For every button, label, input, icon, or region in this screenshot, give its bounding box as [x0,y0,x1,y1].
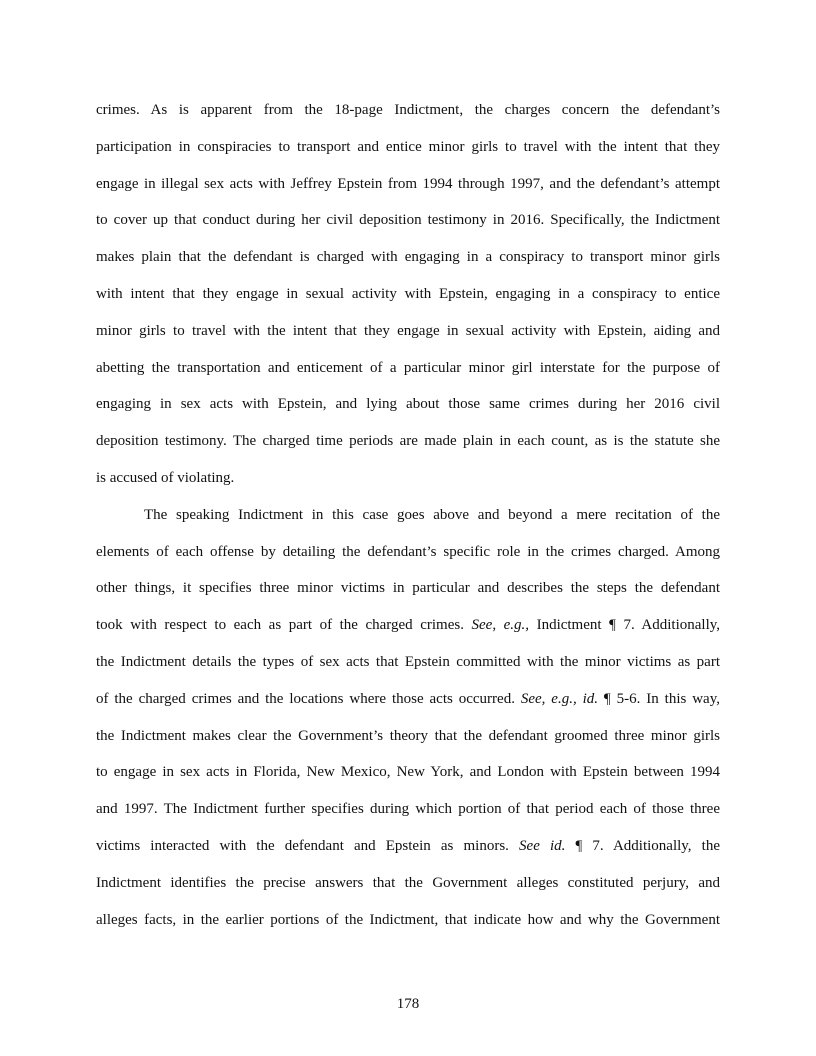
text-line: to cover up that conduct during her civil deposition testimony in 2016. Specifically, the Indictment [96,212,720,229]
text-line: and 1997. The Indictment further specifies during which portion of that period each of those three [96,801,720,818]
text-line: alleges facts, in the earlier portions of the Indictment, that indicate how and why the Government [96,911,720,928]
text-line: to engage in sex acts in Florida, New Mexico, New York, and London with Epstein between 1994 [96,764,720,781]
text-line: crimes. As is apparent from the 18-page Indictment, the charges concern the defendant’s [96,102,720,118]
text-line: with intent that they engage in sexual activity with Epstein, engaging in a conspiracy to entice [96,285,720,302]
text-line: other things, it specifies three minor victims in particular and describes the steps the defendant [96,580,720,597]
text-line-with-citation [96,681,720,718]
text-line: the Indictment details the types of sex acts that Epstein committed with the minor victims as part [96,653,720,670]
text-segment: victims interacted with the defendant and Epstein as minors. [96,837,520,854]
text-line-with-citation [96,607,720,644]
body-text [96,92,720,938]
page-number: 178 [396,996,420,1012]
citation-signal: See, e.g., id. [520,690,599,707]
text-line: minor girls to travel with the intent that they engage in sexual activity with Epstein, aiding and [96,322,720,339]
text-line: engaging in sex acts with Epstein, and lying about those same crimes during her 2016 civil [96,396,720,413]
text-line: participation in conspiracies to transport and entice minor girls to travel with the intent that they [96,138,720,155]
text-line: deposition testimony. The charged time periods are made plain in each count, as is the statute she [96,433,720,450]
text-segment: of the charged crimes and the locations where those acts occurred. [96,690,521,707]
text-line: the Indictment makes clear the Government’s theory that the defendant groomed three minor girls [96,727,720,744]
text-line-with-citation [96,828,720,865]
citation-signal: See id. [519,837,566,854]
text-line: makes plain that the defendant is charged with engaging in a conspiracy to transport minor girls [96,249,720,266]
citation-signal: See, e.g., [471,617,530,634]
text-segment: ¶ 7. Additionally, the [565,837,720,854]
text-segment: took with respect to each as part of the charged crimes. [96,617,472,634]
text-segment: Indictment ¶ 7. Additionally, [529,617,721,634]
text-line: elements of each offense by detailing the defendant’s specific role in the crimes charged. Among [96,543,720,560]
text-line-paragraph-start: The speaking Indictment in this case goes above and beyond a mere recitation of the [144,506,720,523]
text-line: Indictment identifies the precise answers that the Government alleges constituted perjury, and [96,874,720,891]
text-line: engage in illegal sex acts with Jeffrey Epstein from 1994 through 1997, and the defendant’s attempt [96,175,720,192]
text-segment: ¶ 5-6. In this way, [598,690,720,707]
text-line-paragraph-end: is accused of violating. [96,469,235,486]
text-line: abetting the transportation and enticement of a particular minor girl interstate for the purpose of [96,359,720,376]
